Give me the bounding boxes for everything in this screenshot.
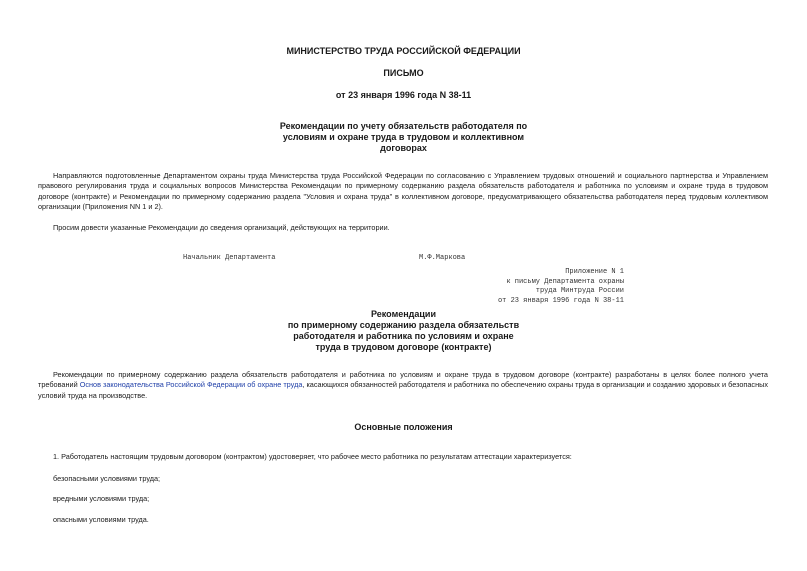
condition-option-safe: безопасными условиями труда; (53, 474, 161, 483)
recommendations-title (250, 309, 557, 353)
recommendations-title-line-1: Рекомендации (371, 309, 436, 319)
condition-option-harmful: вредными условиями труда; (53, 494, 150, 503)
letter-paragraph-2: Просим довести указанные Рекомендации до сведения организаций, действующих на территории. (53, 223, 390, 232)
appendix-reference (440, 268, 624, 306)
recommendations-title-line-2: по примерному содержанию раздела обязательств (287, 320, 520, 330)
section-item-1: 1. Работодатель настоящим трудовым договором (контрактом) удостоверяет, что рабочее место работника по результатам аттестации характеризуется: (53, 452, 572, 461)
recommendations-title-line-4: труда в трудовом договоре (контракте) (315, 342, 492, 352)
appendix-ref-line-3: труда Минтруда России (535, 287, 624, 296)
letter-paragraph-1: Направляются подготовленные Департаментом охраны труда Министерства труда Российской Федерации по согласованию с Управлением трудовых отношений и социального партнерства и Управлением правового регулирования труда и социальных вопросов Министерства Рекомендации по примерному содержанию раздела обязательств работодателя и работника по условиям и охране труда в трудовом договоре (контракте) и Рекомендации по примерному содержанию раздела "Условия и охрана труда" в коллективном договоре, предусматривающего обязательства работодателя перед трудовым коллективом организации (Приложения NN 1 и 2). (38, 171, 768, 211)
recommendations-title-line-3: работодателя и работника по условиям и охране (293, 331, 514, 341)
doc-date-line: от 23 января 1996 года N 38-11 (335, 90, 472, 100)
intro-text-after-link: , касающихся обязанностей работодателя и работника по обеспечению охраны труда в организации и созданию здоровых и безопасных условий труда на производстве. (38, 380, 768, 400)
appendix-ref-line-1: Приложение N 1 (565, 268, 624, 276)
appendix-ref-line-2: к письму Департамента охраны (506, 277, 624, 286)
signer-name: М.Ф.Маркова (419, 254, 466, 262)
condition-option-dangerous: опасными условиями труда. (53, 515, 149, 524)
section-title: Основные положения (354, 422, 453, 432)
recommendations-intro (38, 370, 768, 401)
appendix-ref-line-4: от 23 января 1996 года N 38-11 (497, 296, 624, 305)
labor-safety-law-link[interactable]: Основ законодательства Российской Федерации об охране труда (79, 380, 303, 390)
ministry-heading: МИНИСТЕРСТВО ТРУДА РОССИЙСКОЙ ФЕДЕРАЦИИ (286, 46, 521, 56)
intro-text-before-link: Рекомендации по примерному содержанию раздела обязательств работодателя и работника по условиям и охране труда в трудовом договоре (контракте) разработаны в целях более полного учета требований (38, 370, 768, 390)
letter-title: Рекомендации по учету обязательств работодателя по условиям и охране труда в трудовом и коллективном договорах (279, 121, 528, 153)
signer-position: Начальник Департамента (183, 254, 276, 262)
doc-type-heading: ПИСЬМО (383, 68, 424, 78)
